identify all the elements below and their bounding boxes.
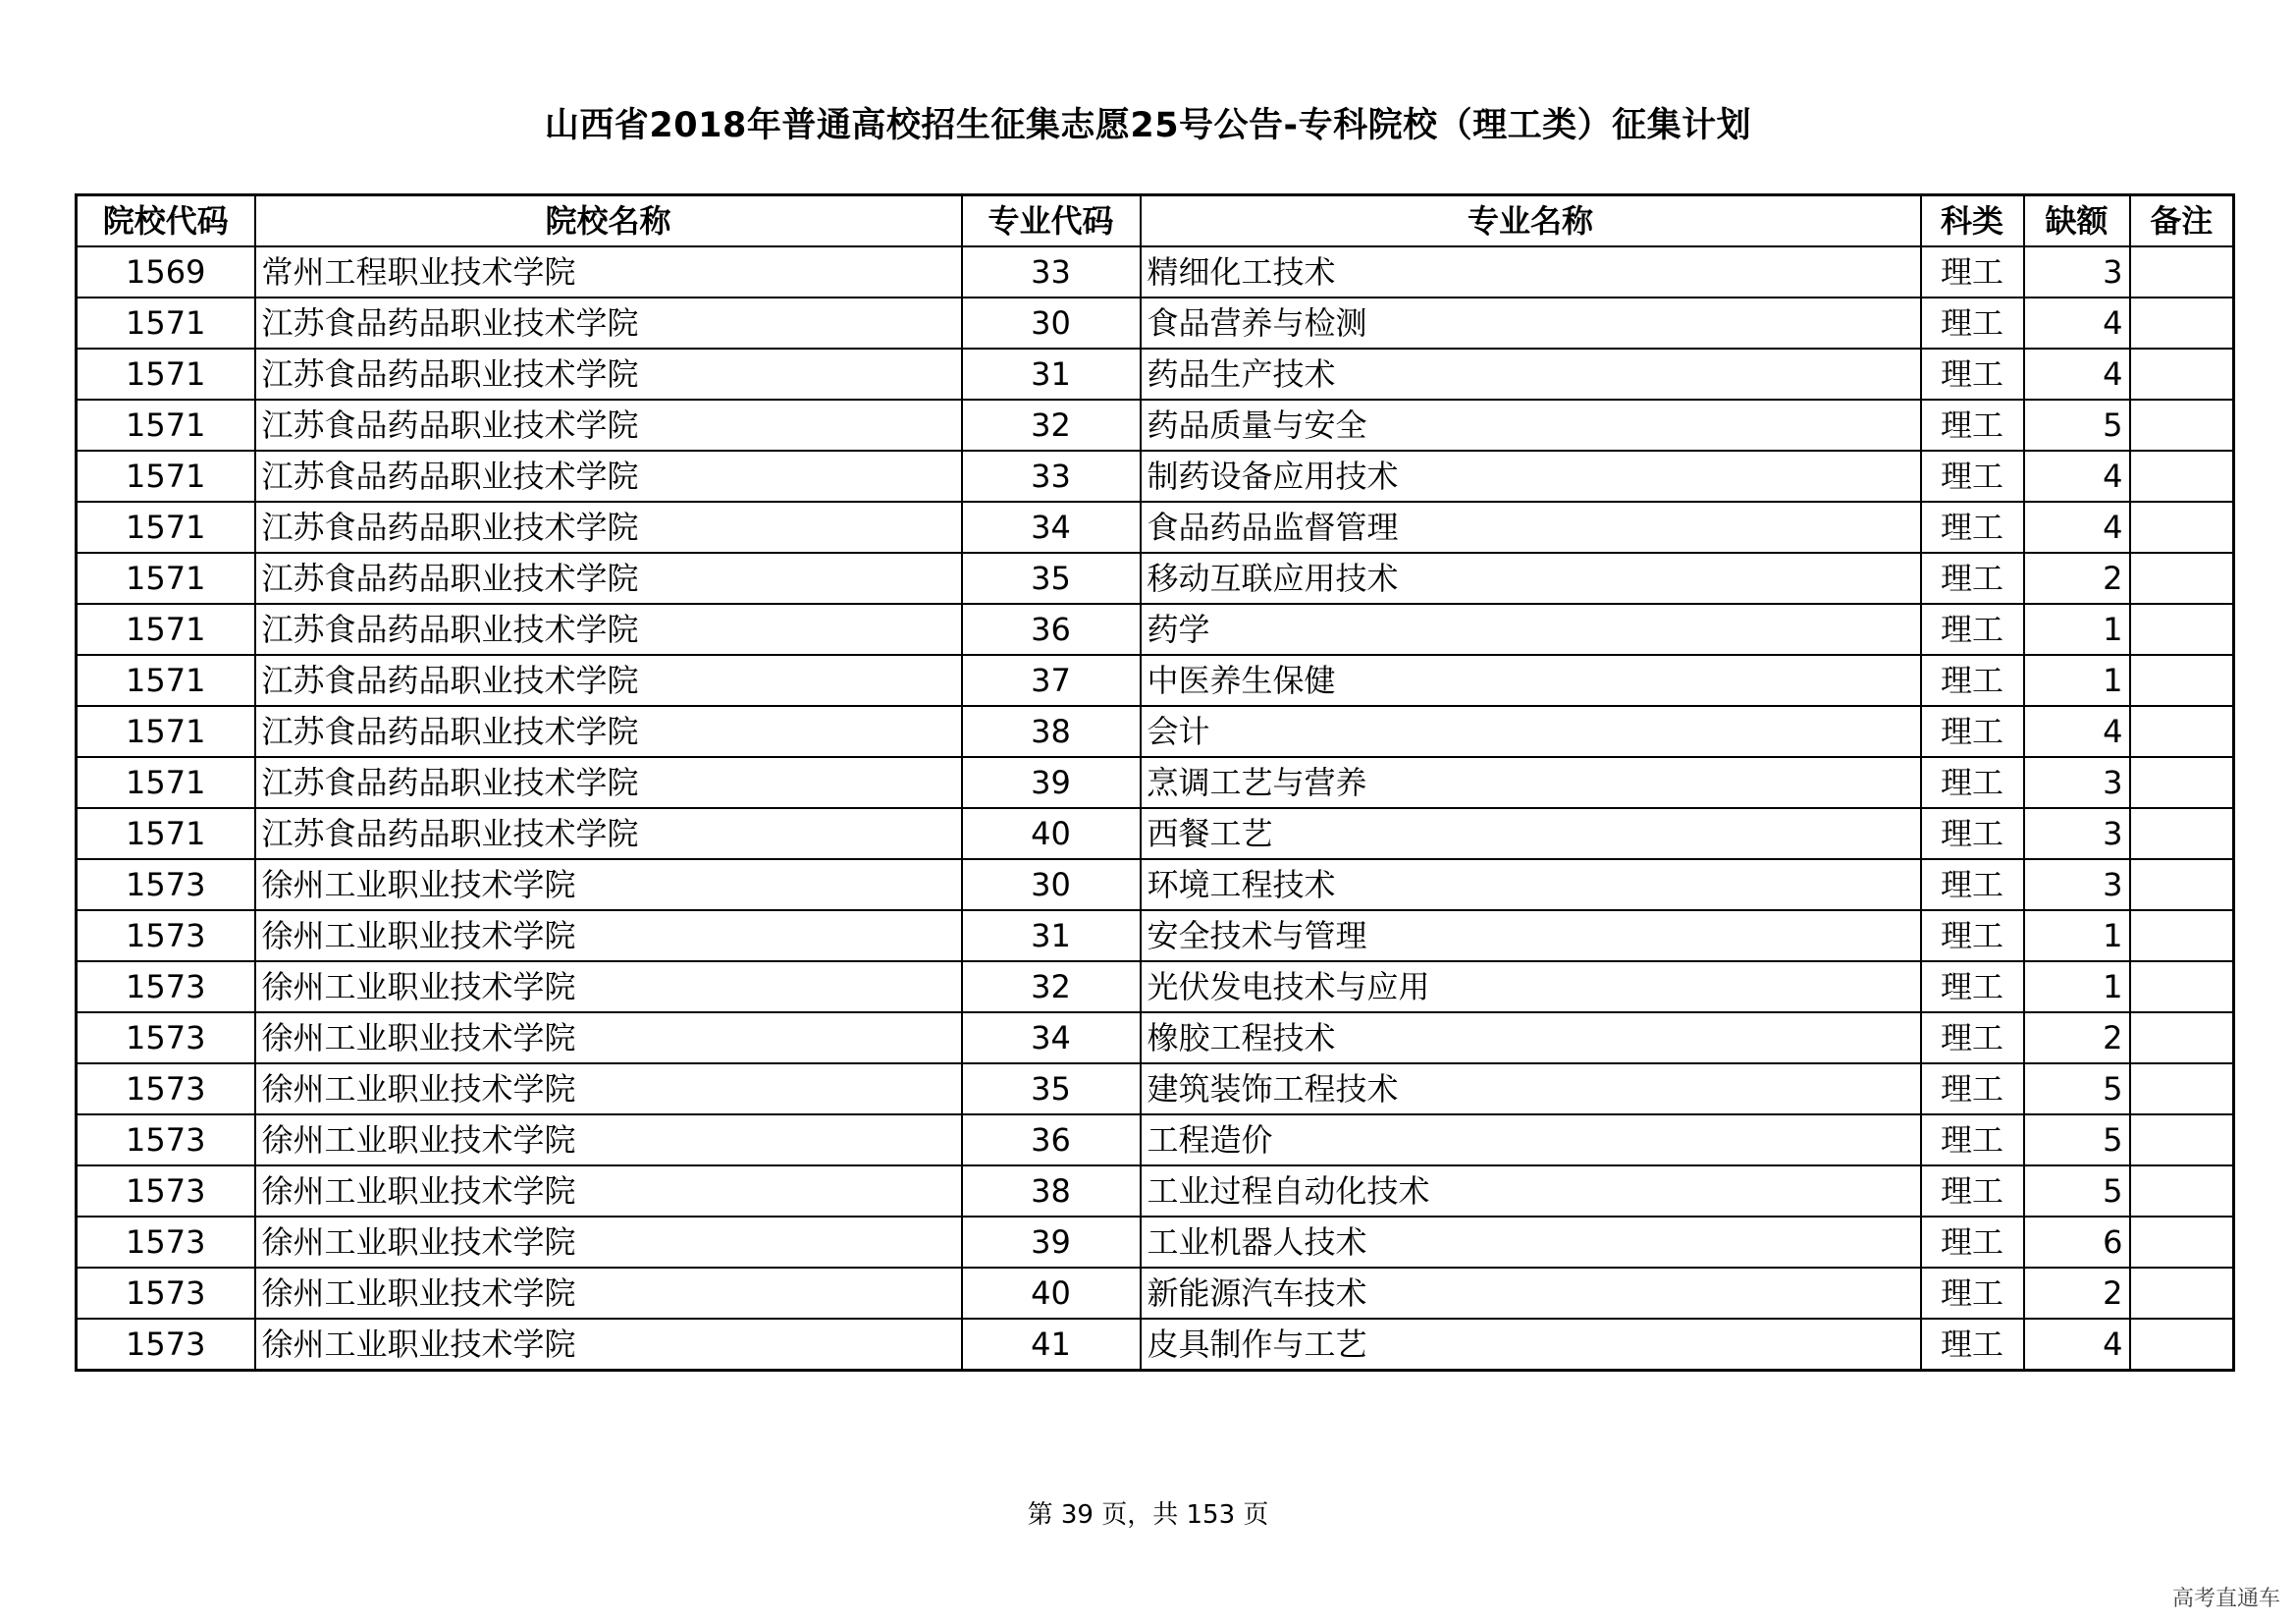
cell-school-name: 江苏食品药品职业技术学院 bbox=[255, 604, 962, 655]
cell-note bbox=[2130, 808, 2234, 859]
cell-quota: 4 bbox=[2024, 706, 2130, 757]
cell-school-name: 徐州工业职业技术学院 bbox=[255, 961, 962, 1012]
cell-note bbox=[2130, 1012, 2234, 1063]
cell-school-code: 1573 bbox=[77, 1012, 255, 1063]
cell-school-code: 1571 bbox=[77, 298, 255, 349]
cell-school-code: 1571 bbox=[77, 706, 255, 757]
cell-major-name: 工业过程自动化技术 bbox=[1141, 1165, 1921, 1217]
cell-major-name: 药学 bbox=[1141, 604, 1921, 655]
cell-quota: 4 bbox=[2024, 1319, 2130, 1371]
cell-major-name: 建筑装饰工程技术 bbox=[1141, 1063, 1921, 1114]
cell-major-code: 34 bbox=[962, 1012, 1141, 1063]
cell-quota: 4 bbox=[2024, 451, 2130, 502]
cell-quota: 5 bbox=[2024, 400, 2130, 451]
cell-note bbox=[2130, 910, 2234, 961]
cell-school-code: 1569 bbox=[77, 246, 255, 298]
table-row bbox=[77, 553, 2234, 604]
cell-note bbox=[2130, 1319, 2234, 1371]
cell-note bbox=[2130, 1268, 2234, 1319]
cell-major-name: 环境工程技术 bbox=[1141, 859, 1921, 910]
page-title: 山西省2018年普通高校招生征集志愿25号公告-专科院校（理工类）征集计划 bbox=[544, 106, 1752, 145]
cell-major-code: 33 bbox=[962, 451, 1141, 502]
cell-major-code: 38 bbox=[962, 1165, 1141, 1217]
cell-major-name: 新能源汽车技术 bbox=[1141, 1268, 1921, 1319]
table-row bbox=[77, 1012, 2234, 1063]
cell-note bbox=[2130, 502, 2234, 553]
cell-school-name: 徐州工业职业技术学院 bbox=[255, 1217, 962, 1268]
cell-major-name: 食品药品监督管理 bbox=[1141, 502, 1921, 553]
cell-school-code: 1571 bbox=[77, 553, 255, 604]
cell-major-name: 食品营养与检测 bbox=[1141, 298, 1921, 349]
table-row bbox=[77, 1114, 2234, 1165]
cell-category: 理工 bbox=[1921, 1319, 2024, 1371]
cell-quota: 1 bbox=[2024, 910, 2130, 961]
cell-school-code: 1573 bbox=[77, 910, 255, 961]
cell-quota: 4 bbox=[2024, 349, 2130, 400]
cell-school-name: 徐州工业职业技术学院 bbox=[255, 910, 962, 961]
cell-major-name: 工程造价 bbox=[1141, 1114, 1921, 1165]
cell-quota: 2 bbox=[2024, 1012, 2130, 1063]
cell-major-name: 安全技术与管理 bbox=[1141, 910, 1921, 961]
cell-quota: 6 bbox=[2024, 1217, 2130, 1268]
table-row bbox=[77, 1319, 2234, 1371]
cell-school-name: 徐州工业职业技术学院 bbox=[255, 1114, 962, 1165]
header-major-code: 专业代码 bbox=[962, 195, 1141, 247]
cell-major-code: 36 bbox=[962, 1114, 1141, 1165]
cell-major-name: 会计 bbox=[1141, 706, 1921, 757]
header-quota: 缺额 bbox=[2024, 195, 2130, 247]
cell-school-code: 1573 bbox=[77, 961, 255, 1012]
cell-category: 理工 bbox=[1921, 961, 2024, 1012]
table-row bbox=[77, 961, 2234, 1012]
cell-note bbox=[2130, 757, 2234, 808]
cell-school-code: 1571 bbox=[77, 502, 255, 553]
cell-major-name: 制药设备应用技术 bbox=[1141, 451, 1921, 502]
cell-quota: 4 bbox=[2024, 502, 2130, 553]
table-row bbox=[77, 706, 2234, 757]
cell-category: 理工 bbox=[1921, 349, 2024, 400]
cell-major-name: 皮具制作与工艺 bbox=[1141, 1319, 1921, 1371]
cell-note bbox=[2130, 400, 2234, 451]
cell-category: 理工 bbox=[1921, 604, 2024, 655]
cell-quota: 1 bbox=[2024, 961, 2130, 1012]
cell-note bbox=[2130, 604, 2234, 655]
table-row bbox=[77, 298, 2234, 349]
cell-major-name: 药品生产技术 bbox=[1141, 349, 1921, 400]
cell-category: 理工 bbox=[1921, 1012, 2024, 1063]
table-row bbox=[77, 910, 2234, 961]
cell-quota: 1 bbox=[2024, 655, 2130, 706]
cell-major-code: 33 bbox=[962, 246, 1141, 298]
cell-note bbox=[2130, 859, 2234, 910]
cell-school-name: 江苏食品药品职业技术学院 bbox=[255, 502, 962, 553]
cell-category: 理工 bbox=[1921, 298, 2024, 349]
cell-quota: 3 bbox=[2024, 859, 2130, 910]
table-row bbox=[77, 451, 2234, 502]
table-row bbox=[77, 655, 2234, 706]
cell-major-name: 烹调工艺与营养 bbox=[1141, 757, 1921, 808]
watermark-text: 高考直通车 bbox=[2171, 1587, 2280, 1611]
cell-school-code: 1573 bbox=[77, 1165, 255, 1217]
cell-category: 理工 bbox=[1921, 1165, 2024, 1217]
cell-major-code: 31 bbox=[962, 349, 1141, 400]
table-row bbox=[77, 757, 2234, 808]
cell-note bbox=[2130, 246, 2234, 298]
cell-major-name: 橡胶工程技术 bbox=[1141, 1012, 1921, 1063]
table-row bbox=[77, 1217, 2234, 1268]
cell-school-code: 1573 bbox=[77, 1217, 255, 1268]
cell-major-code: 39 bbox=[962, 757, 1141, 808]
cell-quota: 4 bbox=[2024, 298, 2130, 349]
cell-category: 理工 bbox=[1921, 757, 2024, 808]
cell-school-code: 1573 bbox=[77, 1063, 255, 1114]
cell-quota: 2 bbox=[2024, 1268, 2130, 1319]
cell-category: 理工 bbox=[1921, 655, 2024, 706]
cell-major-code: 34 bbox=[962, 502, 1141, 553]
cell-school-name: 江苏食品药品职业技术学院 bbox=[255, 706, 962, 757]
cell-category: 理工 bbox=[1921, 246, 2024, 298]
cell-school-name: 徐州工业职业技术学院 bbox=[255, 1268, 962, 1319]
cell-school-name: 江苏食品药品职业技术学院 bbox=[255, 757, 962, 808]
header-school-code: 院校代码 bbox=[77, 195, 255, 247]
cell-school-code: 1571 bbox=[77, 349, 255, 400]
cell-major-code: 30 bbox=[962, 859, 1141, 910]
table-row bbox=[77, 1063, 2234, 1114]
cell-major-code: 32 bbox=[962, 400, 1141, 451]
cell-major-code: 35 bbox=[962, 553, 1141, 604]
cell-category: 理工 bbox=[1921, 1063, 2024, 1114]
cell-major-name: 药品质量与安全 bbox=[1141, 400, 1921, 451]
table-row bbox=[77, 859, 2234, 910]
table-body bbox=[77, 246, 2234, 1371]
cell-school-name: 江苏食品药品职业技术学院 bbox=[255, 400, 962, 451]
cell-school-code: 1571 bbox=[77, 400, 255, 451]
cell-quota: 3 bbox=[2024, 808, 2130, 859]
cell-school-code: 1571 bbox=[77, 655, 255, 706]
cell-major-name: 西餐工艺 bbox=[1141, 808, 1921, 859]
cell-school-name: 江苏食品药品职业技术学院 bbox=[255, 349, 962, 400]
cell-note bbox=[2130, 655, 2234, 706]
cell-category: 理工 bbox=[1921, 553, 2024, 604]
cell-quota: 1 bbox=[2024, 604, 2130, 655]
cell-school-code: 1571 bbox=[77, 451, 255, 502]
table-row bbox=[77, 1165, 2234, 1217]
cell-quota: 2 bbox=[2024, 553, 2130, 604]
cell-note bbox=[2130, 298, 2234, 349]
cell-category: 理工 bbox=[1921, 706, 2024, 757]
cell-school-code: 1571 bbox=[77, 808, 255, 859]
cell-note bbox=[2130, 553, 2234, 604]
cell-major-code: 35 bbox=[962, 1063, 1141, 1114]
cell-category: 理工 bbox=[1921, 451, 2024, 502]
cell-note bbox=[2130, 961, 2234, 1012]
table-header-row bbox=[77, 195, 2234, 247]
page-number: 第 39 页，共 153 页 bbox=[1027, 1500, 1269, 1530]
cell-note bbox=[2130, 1114, 2234, 1165]
cell-school-code: 1573 bbox=[77, 1319, 255, 1371]
header-major-name: 专业名称 bbox=[1141, 195, 1921, 247]
cell-school-code: 1573 bbox=[77, 859, 255, 910]
cell-major-name: 精细化工技术 bbox=[1141, 246, 1921, 298]
cell-category: 理工 bbox=[1921, 808, 2024, 859]
cell-note bbox=[2130, 451, 2234, 502]
cell-major-code: 36 bbox=[962, 604, 1141, 655]
cell-quota: 3 bbox=[2024, 246, 2130, 298]
cell-major-name: 光伏发电技术与应用 bbox=[1141, 961, 1921, 1012]
table-row bbox=[77, 400, 2234, 451]
cell-school-name: 江苏食品药品职业技术学院 bbox=[255, 655, 962, 706]
cell-major-code: 37 bbox=[962, 655, 1141, 706]
cell-note bbox=[2130, 349, 2234, 400]
cell-school-name: 江苏食品药品职业技术学院 bbox=[255, 808, 962, 859]
header-school-name: 院校名称 bbox=[255, 195, 962, 247]
cell-school-name: 徐州工业职业技术学院 bbox=[255, 859, 962, 910]
cell-note bbox=[2130, 1165, 2234, 1217]
cell-quota: 3 bbox=[2024, 757, 2130, 808]
table-row bbox=[77, 604, 2234, 655]
table-row bbox=[77, 1268, 2234, 1319]
table-row bbox=[77, 349, 2234, 400]
cell-category: 理工 bbox=[1921, 1268, 2024, 1319]
header-note: 备注 bbox=[2130, 195, 2234, 247]
cell-school-name: 徐州工业职业技术学院 bbox=[255, 1319, 962, 1371]
cell-major-code: 31 bbox=[962, 910, 1141, 961]
cell-major-name: 移动互联应用技术 bbox=[1141, 553, 1921, 604]
cell-school-name: 江苏食品药品职业技术学院 bbox=[255, 553, 962, 604]
cell-school-name: 徐州工业职业技术学院 bbox=[255, 1063, 962, 1114]
cell-major-code: 41 bbox=[962, 1319, 1141, 1371]
cell-school-code: 1571 bbox=[77, 604, 255, 655]
cell-school-name: 江苏食品药品职业技术学院 bbox=[255, 298, 962, 349]
cell-school-code: 1571 bbox=[77, 757, 255, 808]
table-row bbox=[77, 246, 2234, 298]
cell-category: 理工 bbox=[1921, 1217, 2024, 1268]
cell-major-code: 30 bbox=[962, 298, 1141, 349]
cell-major-name: 中医养生保健 bbox=[1141, 655, 1921, 706]
cell-category: 理工 bbox=[1921, 1114, 2024, 1165]
table-row bbox=[77, 808, 2234, 859]
cell-school-name: 江苏食品药品职业技术学院 bbox=[255, 451, 962, 502]
cell-quota: 5 bbox=[2024, 1165, 2130, 1217]
cell-major-code: 40 bbox=[962, 1268, 1141, 1319]
cell-note bbox=[2130, 1063, 2234, 1114]
cell-quota: 5 bbox=[2024, 1114, 2130, 1165]
table-row bbox=[77, 502, 2234, 553]
header-category: 科类 bbox=[1921, 195, 2024, 247]
cell-school-code: 1573 bbox=[77, 1114, 255, 1165]
cell-category: 理工 bbox=[1921, 400, 2024, 451]
cell-school-name: 徐州工业职业技术学院 bbox=[255, 1165, 962, 1217]
cell-school-name: 常州工程职业技术学院 bbox=[255, 246, 962, 298]
cell-quota: 5 bbox=[2024, 1063, 2130, 1114]
cell-note bbox=[2130, 706, 2234, 757]
cell-major-code: 38 bbox=[962, 706, 1141, 757]
cell-category: 理工 bbox=[1921, 502, 2024, 553]
cell-school-code: 1573 bbox=[77, 1268, 255, 1319]
cell-category: 理工 bbox=[1921, 910, 2024, 961]
enrollment-plan-table bbox=[75, 193, 2235, 1372]
cell-note bbox=[2130, 1217, 2234, 1268]
cell-major-name: 工业机器人技术 bbox=[1141, 1217, 1921, 1268]
cell-major-code: 40 bbox=[962, 808, 1141, 859]
cell-school-name: 徐州工业职业技术学院 bbox=[255, 1012, 962, 1063]
cell-category: 理工 bbox=[1921, 859, 2024, 910]
cell-major-code: 39 bbox=[962, 1217, 1141, 1268]
cell-major-code: 32 bbox=[962, 961, 1141, 1012]
